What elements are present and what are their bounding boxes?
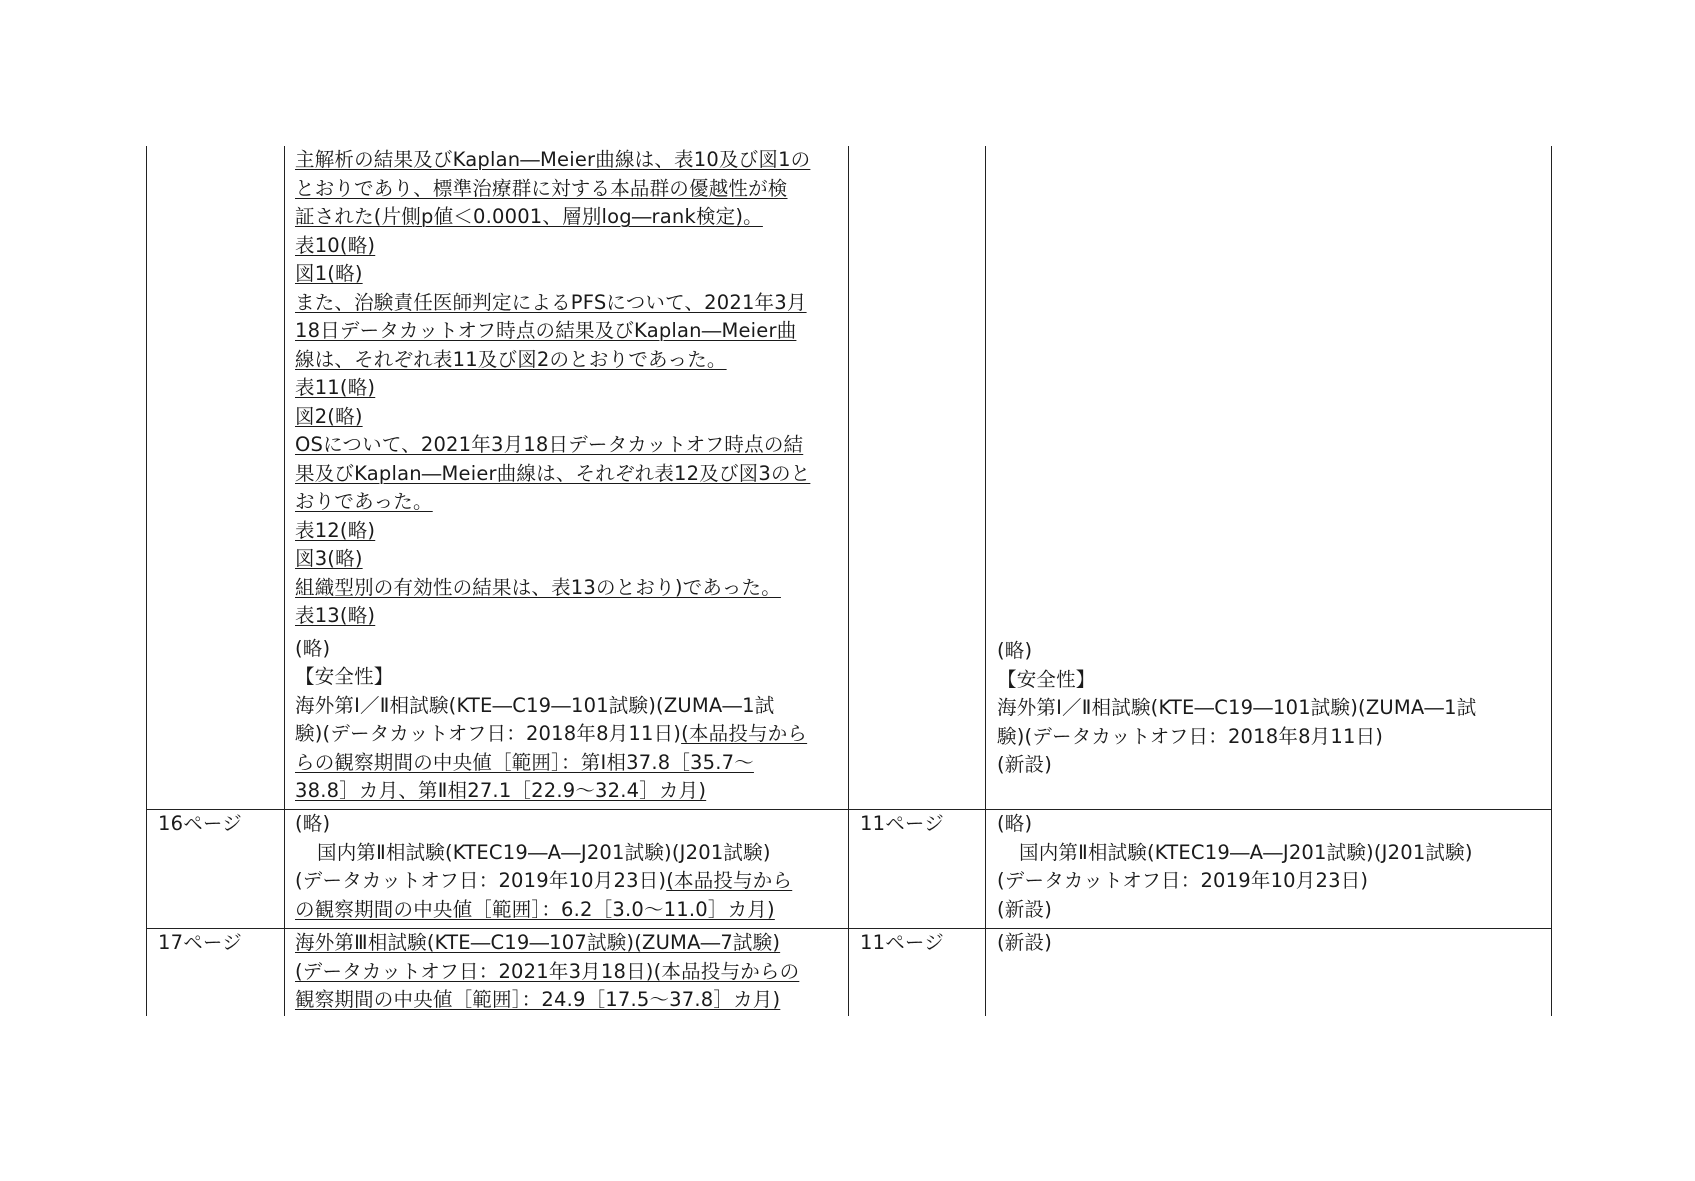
row3-old-page: 11ページ <box>860 931 944 954</box>
column-divider-2 <box>848 146 849 1016</box>
row3-new-page: 17ページ <box>158 931 242 954</box>
text-line: 表13(略) <box>295 604 376 627</box>
text-line: 組織型別の有効性の結果は、表13のとおり)であった。 <box>295 575 781 599</box>
text-line: 証された(片側p値＜0.0001、層別log―rank検定)。 <box>295 205 763 228</box>
text-line: 表10(略) <box>295 233 376 257</box>
text-line: とおりであり、標準治療群に対する本品群の優越性が検 <box>295 176 788 200</box>
text-line: 果及びKaplan―Meier曲線は、それぞれ表12及び図3のと <box>295 461 811 485</box>
text-line: 海外第Ⅲ相試験(KTE―C19―107試験)(ZUMA―7試験) <box>295 931 781 954</box>
column-divider-1 <box>284 146 285 1016</box>
text-line: らの観察期間の中央値［範囲］：第Ⅰ相37.8［35.7～ <box>295 750 754 774</box>
text-line: (データカットオフ日：2019年10月23日) <box>997 869 1369 892</box>
text-line: 図1(略) <box>295 262 363 285</box>
text-line: 18日データカットオフ時点の結果及びKaplan―Meier曲 <box>295 319 797 342</box>
section-heading-safety: 【安全性】 <box>295 665 394 688</box>
row2-old-text <box>997 810 1473 924</box>
table-border-right <box>1551 146 1552 1016</box>
text-fragment-underlined: (本品投与から <box>681 722 808 745</box>
text-line: (新設) <box>997 897 1053 921</box>
text-line: OSについて、2021年3月18日データカットオフ時点の結 <box>295 433 804 456</box>
text-line <box>295 867 792 896</box>
text-line: 国内第Ⅱ相試験(KTEC19―A―J201試験)(J201試験) <box>317 840 771 864</box>
text-line: の観察期間の中央値［範囲］：6.2［3.0～11.0］カ月) <box>295 897 775 921</box>
text-line: 観察期間の中央値［範囲］：24.9［17.5～37.8］カ月) <box>295 988 781 1011</box>
column-divider-3 <box>985 146 986 1016</box>
row3-new-text <box>295 929 799 1015</box>
text-line: 験)(データカットオフ日：2018年8月11日) <box>997 724 1384 748</box>
row2-new-text <box>295 810 792 924</box>
text-line: 線は、それぞれ表11及び図2のとおりであった。 <box>295 347 727 371</box>
row1-new-text <box>295 146 810 806</box>
row2-old-page: 11ページ <box>860 812 944 835</box>
text-line: 表12(略) <box>295 518 376 542</box>
text-line: また、治験責任医師判定によるPFSについて、2021年3月 <box>295 290 807 314</box>
text-line: 図2(略) <box>295 404 363 428</box>
text-line <box>295 720 810 749</box>
text-line: 海外第Ⅰ／Ⅱ相試験(KTE―C19―101試験)(ZUMA―1試 <box>997 696 1477 719</box>
text-line: 主解析の結果及びKaplan―Meier曲線は、表10及び図1の <box>295 148 811 171</box>
row2-new-page: 16ページ <box>158 812 242 835</box>
row1-old-text <box>997 637 1476 780</box>
text-line: (略) <box>295 636 331 660</box>
table-border-left <box>146 146 147 1016</box>
text-line: (新設) <box>997 931 1053 954</box>
text-line: 図3(略) <box>295 547 363 570</box>
text-line: (新設) <box>997 753 1053 776</box>
text-fragment: (データカットオフ日：2019年10月23日) <box>295 869 667 892</box>
text-fragment: 験)(データカットオフ日：2018年8月11日) <box>295 722 682 745</box>
text-line: おりであった。 <box>295 490 433 513</box>
row3-old-text <box>997 929 1052 958</box>
text-line: 海外第Ⅰ／Ⅱ相試験(KTE―C19―101試験)(ZUMA―1試 <box>295 693 775 717</box>
text-fragment-underlined: (本品投与から <box>666 869 793 892</box>
text-line: (略) <box>295 812 331 835</box>
text-line: 38.8］カ月、第Ⅱ相27.1［22.9～32.4］カ月) <box>295 779 707 802</box>
text-line: (データカットオフ日：2021年3月18日)(本品投与からの <box>295 959 800 983</box>
text-line: 国内第Ⅱ相試験(KTEC19―A―J201試験)(J201試験) <box>1019 840 1473 864</box>
text-line: (略) <box>997 812 1033 835</box>
section-heading-safety: 【安全性】 <box>997 667 1096 691</box>
text-line: 表11(略) <box>295 376 376 399</box>
text-line: (略) <box>997 639 1033 662</box>
